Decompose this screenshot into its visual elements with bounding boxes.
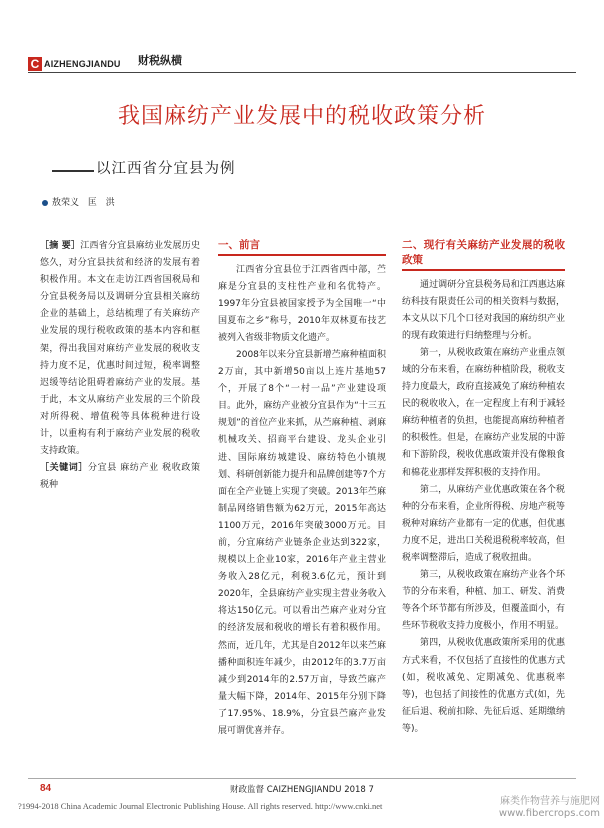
watermark-line-2: www.fibercrops.com bbox=[498, 808, 600, 819]
subtitle-dash bbox=[52, 170, 94, 172]
section-2-rule bbox=[402, 269, 565, 271]
column-name: 财税纵横 bbox=[138, 54, 182, 67]
keywords-label: ［关键词］ bbox=[40, 463, 89, 474]
keywords-text: 分宜县 麻纺产业 税收政策 税种 bbox=[40, 463, 200, 491]
keywords bbox=[40, 460, 200, 494]
brand-name: AIZHENGJIANDU bbox=[44, 59, 121, 69]
abstract-text: 江西省分宜县麻纺业发展历史悠久，对分宜县扶贫和经济的发展有着积极作用。本文在走访江西省国税局和分宜县税务局以及调研分宜县相关麻纺企业的基础上，总结梳理了有关麻纺产业发展的现行税收政策的基本内容和框架，得出我国对麻纺产业发展的税收支持力度不足，优惠时间过短，税率调整迟缓等结论阻碍着麻纺产业的发展。基于此，本文从麻纺产业发展的三个阶段对所得税、增值税等具体税种进行设计，以重构有利于麻纺产业发展的税收支持政策。 bbox=[40, 241, 200, 457]
authors: 敖荣义 匡 洪 bbox=[52, 198, 115, 208]
abstract bbox=[40, 238, 200, 460]
copyright-line: ?1994-2018 China Academic Journal Electronic Publishing House. All rights reserved. http://www.cnki.net bbox=[18, 801, 383, 811]
watermark-line-1: 麻类作物营养与施肥网 bbox=[500, 796, 600, 807]
section-2-paragraph: 第一，从税收政策在麻纺产业重点领域的分布来看，在麻纺种植阶段，税收支持力度最大，政府直接减免了麻纺种植农民的税收收入，在一定程度上有利于减轻麻纺种植者的负担，也能提高麻纺种植者的积极性。但是，在麻纺产业发展的中游和下游阶段，税收优惠政策并没有像粮食和棉花业那样发挥积极的支持作用。 bbox=[402, 347, 565, 478]
section-2-column bbox=[402, 238, 565, 738]
abstract-label: ［摘 要］ bbox=[40, 241, 81, 251]
article-title: 我国麻纺产业发展中的税收政策分析 bbox=[117, 104, 486, 129]
section-2-paragraph: 第二，从麻纺产业优惠政策在各个税种的分布来看，企业所得税、房地产税等税种对麻纺产业都有一定的优惠，但优惠力度不足，进出口关税退税税率较高，但税率调整滞后，造成了税收扭曲。 bbox=[402, 484, 565, 563]
section-2-paragraph: 第三，从税收政策在麻纺产业各个环节的分布来看，种植、加工、研发、消费等各个环节都有所涉及，但覆盖面小，有些环节税收支持力度极小，作用不明显。 bbox=[402, 570, 565, 632]
header-rule bbox=[28, 72, 576, 73]
footer-rule bbox=[28, 778, 576, 779]
watermark bbox=[480, 796, 600, 820]
section-1-paragraph: 2008年以来分宜县新增苎麻种植面积2万亩，其中新增50亩以上连片基地57个，开展了8个“一村一品”产业建设项目。此外，麻纺产业被分宜县作为“十三五规划”的首位产业来抓，从苎麻种植、剥麻机械攻关、招商平台建设、龙头企业引进、国际麻纺城建设、麻纺特色小镇规划、科研创新能力提升和品牌创建等7个方面在全产业链上实现了突破。2013年苎麻制品网络销售额为62万元，2015年高达1100万元，2016年突破3000万元。目前，分宜麻纺产业链条企业达到322家，规模以上企业10家，2016年产业主营业务收入28亿元，利税3.6亿元，预计到2020年，全县麻纺产业实现主营业务收入将达150亿元。可以看出苎麻产业对分宜的经济发展和税收的增长有着积极作用。然而，近几年，尤其是自2012年以来苎麻播种面积连年减少，由2012年的3.7万亩减少到2014年的2.57万亩，导致苎麻产量大幅下降，2014年、2015年分别下降了17.95%、18.9%，分宜县苎麻产业发展可谓优喜并存。 bbox=[218, 349, 386, 737]
section-1-paragraph: 江西省分宜县位于江西省西中部，苎麻是分宜县的支柱性产业和名优特产。1997年分宜县被国家授予为全国唯一“中国夏布之乡”称号，2010年双林夏布技艺被列入省级非物质文化遗产。 bbox=[218, 264, 386, 343]
section-2-heading: 二、现行有关麻纺产业发展的税收政策 bbox=[402, 239, 565, 266]
page-number: 84 bbox=[40, 783, 52, 794]
brand-logo-letter: C bbox=[28, 57, 42, 71]
article-subtitle: 以江西省分宜县为例 bbox=[96, 161, 236, 177]
section-1-heading: 一、前言 bbox=[218, 239, 260, 251]
section-1-column bbox=[218, 238, 386, 740]
author-bullet-icon bbox=[42, 200, 48, 206]
magazine-footer: 财政监督 CAIZHENGJIANDU 2018 7 bbox=[230, 785, 374, 795]
section-2-paragraph: 通过调研分宜县税务局和江西惠达麻纺科技有限责任公司的相关资料与数据，本文从以下几个口径对我国的麻纺织产业的现有政策进行归纳整理与分析。 bbox=[402, 279, 565, 341]
abstract-column bbox=[40, 238, 200, 494]
section-1-rule bbox=[218, 254, 386, 256]
section-2-paragraph: 第四，从税收优惠政策所采用的优惠方式来看，不仅包括了直接性的优惠方式(如，税收减免、定期减免、优惠税率等)，也包括了间接性的优惠方式(如，先征后退、税前扣除、先征后返、延期缴纳等)。 bbox=[402, 638, 565, 734]
